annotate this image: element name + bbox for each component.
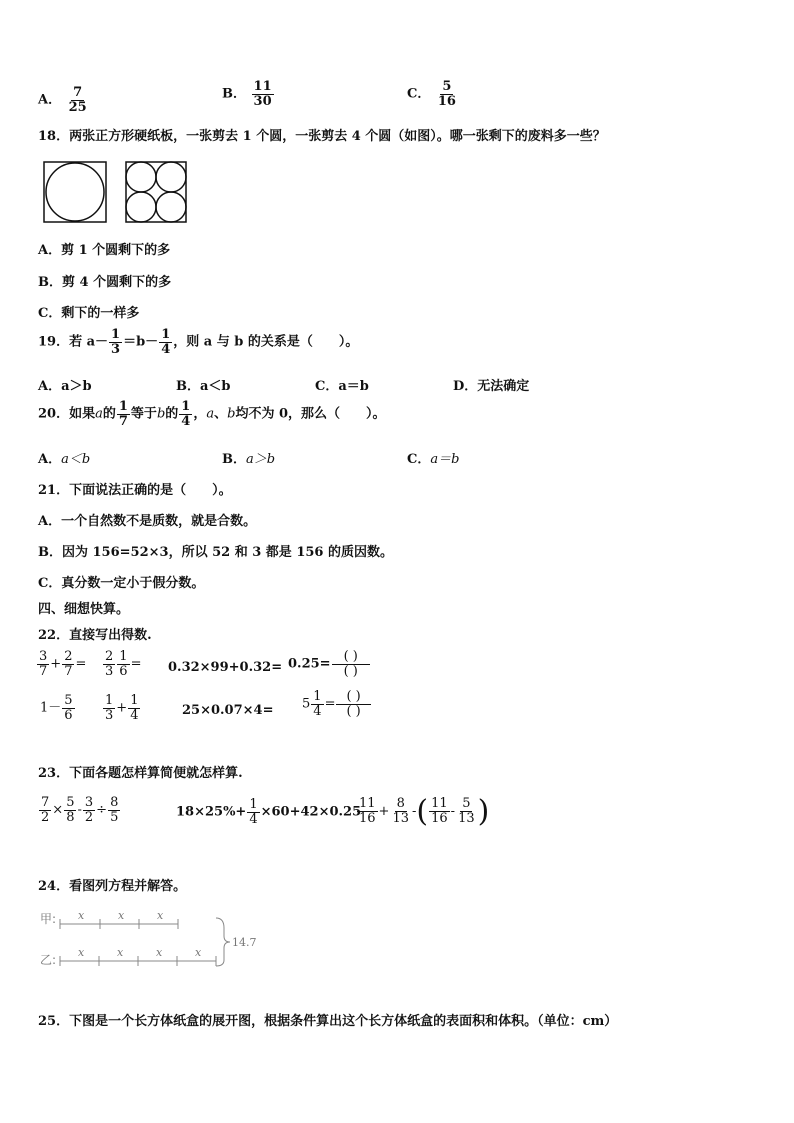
fraction: $\frac{7}{25}$	[68, 85, 87, 115]
total-label: 14.7	[232, 936, 257, 949]
segment-x: x	[118, 909, 125, 922]
q19-stem: 19．若 a－ $\frac{1}{3}$ ＝b－ $\frac{1}{4}$ ，则 a 与 b 的关系是（ ）。	[38, 327, 359, 357]
small-circle	[156, 162, 186, 192]
q19-option-b[interactable]: B．a＜b	[176, 379, 231, 394]
segment-x: x	[157, 909, 164, 922]
square-four-circles	[126, 162, 186, 222]
q20-option-b[interactable]: B．a＞b	[222, 452, 276, 467]
q22-expr-4: 0.25= $\frac{( )}{( )}$	[288, 650, 371, 678]
q19-option-c[interactable]: C．a＝b	[315, 379, 369, 394]
segment-x: x	[78, 946, 85, 959]
q23-stem: 23．下面各题怎样算简便就怎样算.	[38, 766, 243, 781]
segment-x: x	[78, 909, 85, 922]
q25-stem: 25．下图是一个长方体纸盒的展开图，根据条件算出这个长方体纸盒的表面积和体积。（单位：cm）	[38, 1014, 618, 1029]
fraction: $\frac{11}{30}$	[253, 79, 272, 109]
q23-expr-2: 18×25%+ $\frac{1}{4}$ ×60+42×0.25	[176, 797, 362, 827]
small-circle	[126, 192, 156, 222]
q19-option-a[interactable]: A．a＞b	[38, 379, 92, 394]
q18-figure	[40, 158, 200, 224]
q21-option-c[interactable]: C．真分数一定小于假分数。	[38, 576, 205, 591]
q20-stem: 20．如果a的 $\frac{1}{7}$ 等于b的 $\frac{1}{4}$ ，a、b均不为 0，那么（ ）。	[38, 399, 386, 429]
q18-option-a[interactable]: A．剪 1 个圆剩下的多	[38, 243, 171, 258]
q22-expr-1: $\frac{3}{7}$ + $\frac{2}{7}$ =	[39, 649, 87, 679]
q24-diagram	[38, 904, 268, 970]
fraction: $\frac{5}{16}$	[437, 79, 456, 109]
q22-expr-2: $\frac{2}{3}$ $\frac{1}{6}$ =	[105, 649, 142, 679]
q22-expr-6: $\frac{1}{3}$ + $\frac{1}{4}$	[105, 693, 139, 723]
q21-option-b[interactable]: B．因为 156=52×3，所以 52 和 3 都是 156 的质因数。	[38, 545, 393, 560]
q22-expr-3: 0.32×99+0.32=	[168, 660, 283, 675]
q22-expr-8: 5 $\frac{1}{4}$ = $\frac{( )}{( )}$	[302, 690, 372, 718]
fraction: $\frac{1}{7}$	[118, 399, 128, 429]
q23-expr-3: $\frac{11}{16}$ + $\frac{8}{13}$ -( $\frac{11}{16}$ - $\frac{5}{13}$ )	[359, 794, 490, 829]
q22-expr-7: 25×0.07×4=	[182, 703, 274, 718]
q20-option-c[interactable]: C．a＝b	[407, 452, 460, 467]
fraction: $\frac{1}{3}$	[111, 327, 121, 357]
q21-stem: 21．下面说法正确的是（ ）。	[38, 483, 232, 498]
jia-label: 甲:	[40, 912, 57, 926]
q18-option-b[interactable]: B．剪 4 个圆剩下的多	[38, 275, 172, 290]
segment-x: x	[156, 946, 163, 959]
small-circle	[156, 192, 186, 222]
segment-x: x	[117, 946, 124, 959]
brace	[216, 918, 230, 966]
q20-option-a[interactable]: A．a＜b	[38, 452, 91, 467]
fraction: $\frac{1}{4}$	[161, 327, 171, 357]
q18-stem: 18．两张正方形硬纸板，一张剪去 1 个圆，一张剪去 4 个圆（如图）。哪一张剩下的废料多一些？	[38, 129, 606, 144]
q18-option-c[interactable]: C．剩下的一样多	[38, 306, 140, 321]
q17-option-a[interactable]: A． $\frac{7}{25}$	[38, 85, 87, 115]
segment-x: x	[195, 946, 202, 959]
q22-stem: 22．直接写出得数.	[38, 628, 152, 643]
q22-expr-5: 1－ $\frac{5}{6}$	[40, 693, 73, 723]
q23-expr-1: $\frac{7}{2}$ × $\frac{5}{8}$ - $\frac{3}{2}$ ÷ $\frac{8}{5}$	[41, 795, 119, 825]
q17-option-c[interactable]: C． $\frac{5}{16}$	[407, 79, 456, 109]
square-one-circle	[44, 162, 106, 222]
section-heading: 四、细想快算。	[38, 602, 130, 617]
fraction: $\frac{1}{4}$	[181, 399, 191, 429]
q24-stem: 24．看图列方程并解答。	[38, 879, 187, 894]
q17-option-b[interactable]: B． $\frac{11}{30}$	[222, 79, 272, 109]
yi-label: 乙:	[40, 953, 57, 967]
big-circle	[46, 163, 104, 221]
q21-option-a[interactable]: A．一个自然数不是质数，就是合数。	[38, 514, 257, 529]
q19-option-d[interactable]: D．无法确定	[453, 379, 530, 394]
small-circle	[126, 162, 156, 192]
